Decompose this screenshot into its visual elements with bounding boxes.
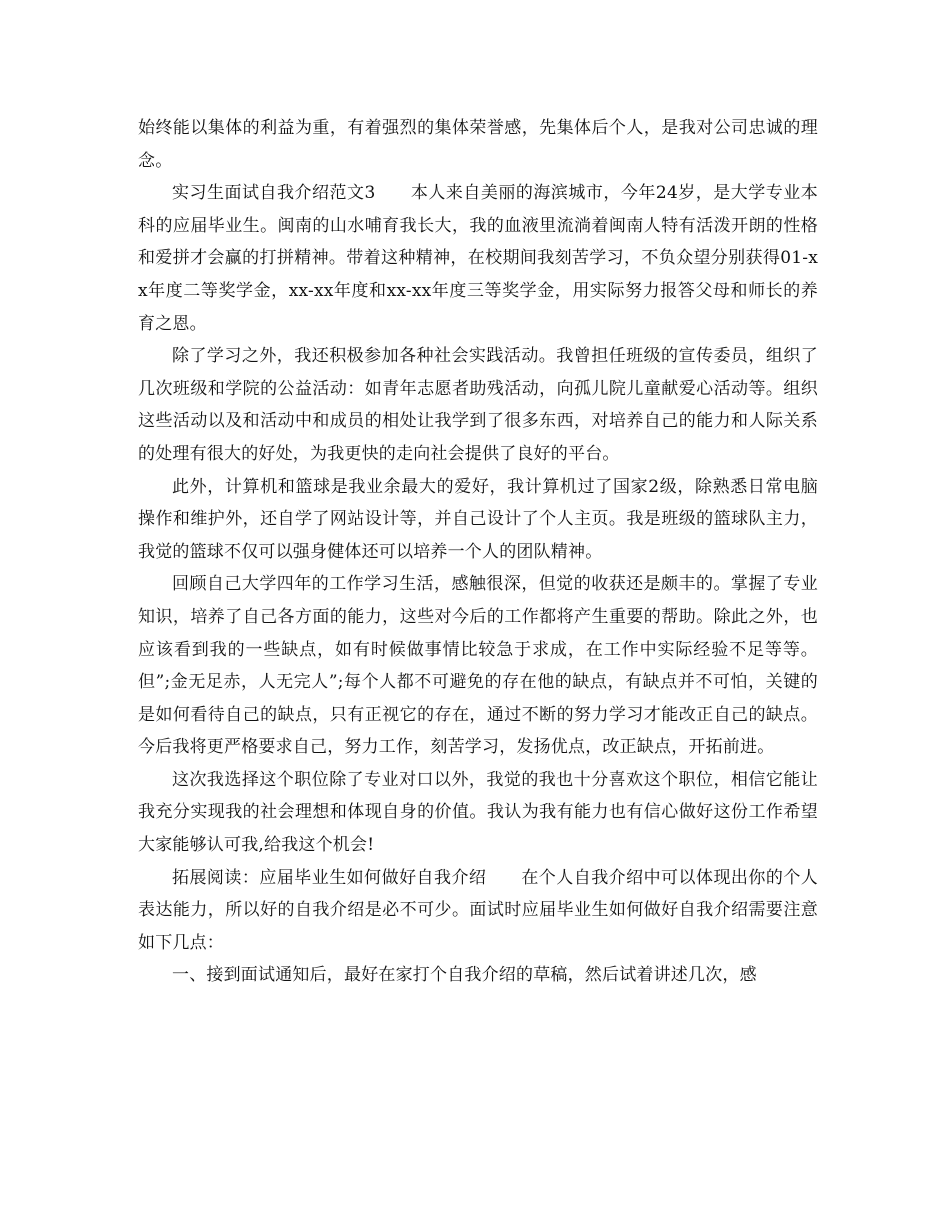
paragraph-extended-reading: 拓展阅读：应届毕业生如何做好自我介绍 在个人自我介绍中可以体现出你的个人表达能力，所以好的自我介绍是必不可少。面试时应届毕业生如何做好自我介绍需要注意如下几点： (138, 867, 818, 953)
paragraph-position-choice: 这次我选择这个职位除了专业对口以外，我觉的我也十分喜欢这个职位，相信它能让我充分实现我的社会理想和体现自身的价值。我认为我有能力也有信心做好这份工作希望大家能够认可我,给我这个机会! (138, 769, 818, 856)
paragraph-point-one: 一、接到面试通知后，最好在家打个自我介绍的草稿，然后试着讲述几次，感 (172, 965, 757, 986)
paragraph-hobbies: 此外，计算机和篮球是我业余最大的爱好，我计算机过了国家2级，除熟悉日常电脑操作和维护外，还自学了网站设计等，并自己设计了个人主页。我是班级的篮球队主力，我觉的篮球不仅可以强身健体还可以培养一个人的团队精神。 (138, 476, 818, 562)
paragraph-continuation: 始终能以集体的利益为重，有着强烈的集体荣誉感，先集体后个人，是我对公司忠诚的理念。 (138, 118, 818, 171)
paragraph-social-activities: 除了学习之外，我还积极参加各种社会实践活动。我曾担任班级的宣传委员，组织了几次班级和学院的公益活动：如青年志愿者助残活动，向孤儿院儿童献爱心活动等。组织这些活动以及和活动中和成员的相处让我学到了很多东西，对培养自己的能力和人际关系的处理有很大的好处，为我更快的走向社会提供了良好的平台。 (138, 346, 818, 464)
document-body (138, 112, 818, 992)
paragraph-intro-sample-3: 实习生面试自我介绍范文3 本人来自美丽的海滨城市，今年24岁，是大学专业本科的应届毕业生。闽南的山水哺育我长大，我的血液里流淌着闽南人特有活泼开朗的性格和爱拼才会赢的打拼精神。带着这种精神，在校期间我刻苦学习，不负众望分别获得01-xx年度二等奖学金，xx-xx年度和xx-xx年度三等奖学金，用实际努力报答父母和师长的养育之恩。 (138, 183, 818, 334)
paragraph-review: 回顾自己大学四年的工作学习生活，感触很深，但觉的收获还是颇丰的。掌握了专业知识，培养了自己各方面的能力，这些对今后的工作都将产生重要的帮助。除此之外，也应该看到我的一些缺点，如有时候做事情比较急于求成，在工作中实际经验不足等等。但”;金无足赤，人无完人”;每个人都不可避免的存在他的缺点，有缺点并不可怕，关键的是如何看待自己的缺点，只有正视它的存在，通过不断的努力学习才能改正自己的缺点。今后我将更严格要求自己，努力工作，刻苦学习，发扬优点，改正缺点，开拓前进。 (138, 574, 818, 758)
